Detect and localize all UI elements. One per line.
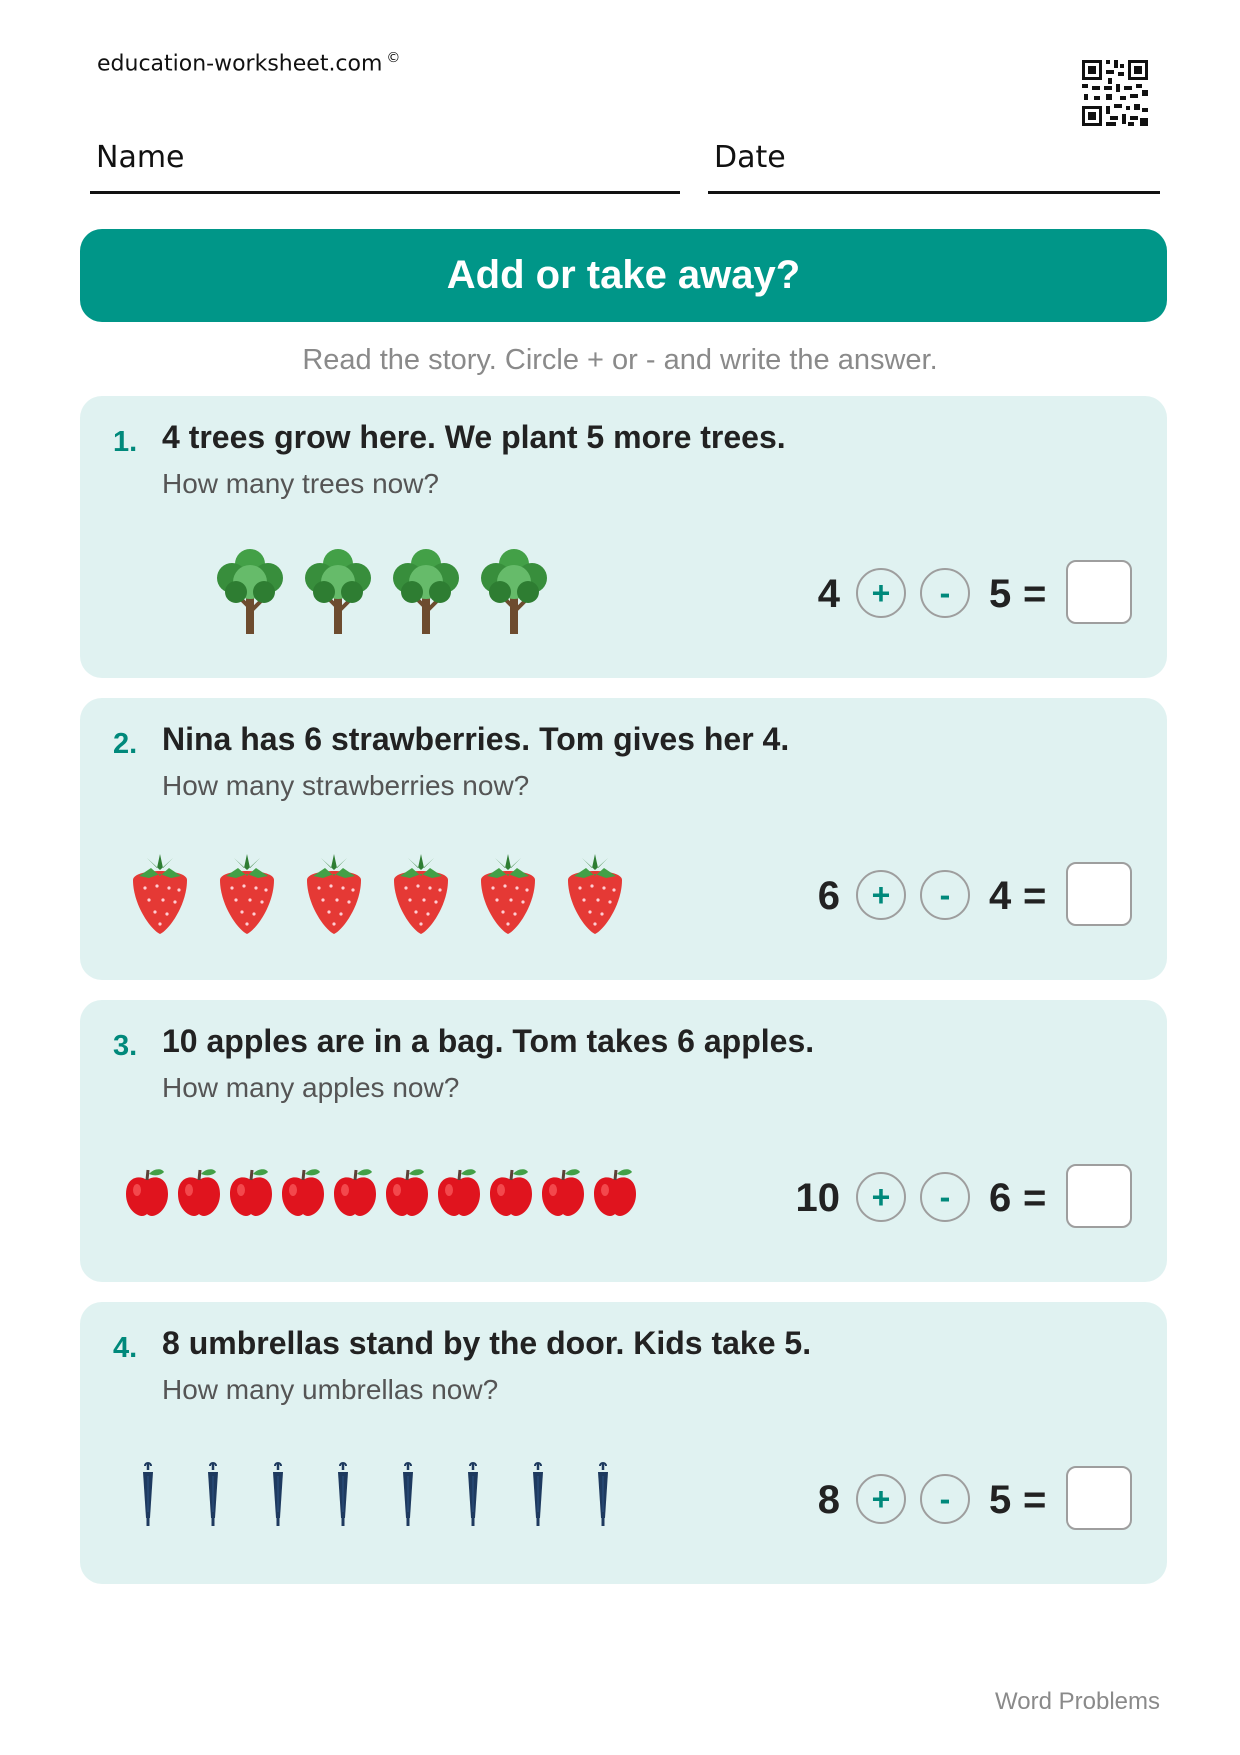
operand-b: 6 xyxy=(989,1176,1012,1220)
minus-choice[interactable]: - xyxy=(920,568,970,618)
name-field[interactable] xyxy=(90,140,680,194)
plus-choice[interactable]: + xyxy=(856,1474,906,1524)
copyright-mark: © xyxy=(386,50,401,66)
operand-a: 6 xyxy=(817,874,840,918)
answer-box[interactable] xyxy=(1066,1164,1132,1228)
problem-card-1 xyxy=(80,396,1167,678)
problem-story: 4 trees grow here. We plant 5 more trees. xyxy=(162,419,786,455)
qr-code-icon xyxy=(1080,58,1150,128)
problem-number: 1. xyxy=(113,426,138,458)
problem-card-3 xyxy=(80,1000,1167,1282)
plus-choice[interactable]: + xyxy=(856,568,906,618)
operand-a: 8 xyxy=(817,1478,840,1522)
plus-choice[interactable]: + xyxy=(856,870,906,920)
date-label: Date xyxy=(714,140,786,175)
worksheet-title: Add or take away? xyxy=(446,253,801,297)
answer-box[interactable] xyxy=(1066,560,1132,624)
problem-question: How many umbrellas now? xyxy=(162,1374,499,1405)
minus-choice[interactable]: - xyxy=(920,1474,970,1524)
problem-number: 3. xyxy=(113,1030,138,1062)
problem-card-4 xyxy=(80,1302,1167,1584)
plus-choice[interactable]: + xyxy=(856,1172,906,1222)
problem-question: How many apples now? xyxy=(162,1072,460,1103)
site-name-text: education-worksheet.com xyxy=(97,51,383,77)
operand-b: 5 xyxy=(989,572,1012,616)
problem-number: 4. xyxy=(113,1332,138,1364)
problem-card-2 xyxy=(80,698,1167,980)
equation xyxy=(80,1164,1167,1232)
equals-sign: = xyxy=(1023,874,1047,918)
problem-question: How many trees now? xyxy=(162,468,440,499)
operand-a: 10 xyxy=(795,1176,840,1220)
problem-story: 8 umbrellas stand by the door. Kids take 5. xyxy=(162,1325,812,1361)
footer-topic: Word Problems xyxy=(995,1688,1160,1715)
equals-sign: = xyxy=(1023,1478,1047,1522)
problem-story: 10 apples are in a bag. Tom takes 6 apples. xyxy=(162,1023,815,1059)
worksheet-title-banner xyxy=(80,229,1167,322)
operand-a: 4 xyxy=(817,572,840,616)
equation xyxy=(80,1466,1167,1534)
operand-b: 5 xyxy=(989,1478,1012,1522)
date-field[interactable] xyxy=(708,140,1160,194)
problem-question: How many strawberries now? xyxy=(162,770,530,801)
site-name xyxy=(97,50,400,76)
equation xyxy=(80,862,1167,930)
answer-box[interactable] xyxy=(1066,862,1132,926)
name-label: Name xyxy=(96,140,185,175)
minus-choice[interactable]: - xyxy=(920,870,970,920)
operand-b: 4 xyxy=(989,874,1012,918)
instructions: Read the story. Circle + or - and write the answer. xyxy=(302,344,938,376)
answer-box[interactable] xyxy=(1066,1466,1132,1530)
equals-sign: = xyxy=(1023,1176,1047,1220)
equation xyxy=(80,560,1167,628)
equals-sign: = xyxy=(1023,572,1047,616)
problem-number: 2. xyxy=(113,728,138,760)
problem-story: Nina has 6 strawberries. Tom gives her 4. xyxy=(162,721,790,757)
minus-choice[interactable]: - xyxy=(920,1172,970,1222)
